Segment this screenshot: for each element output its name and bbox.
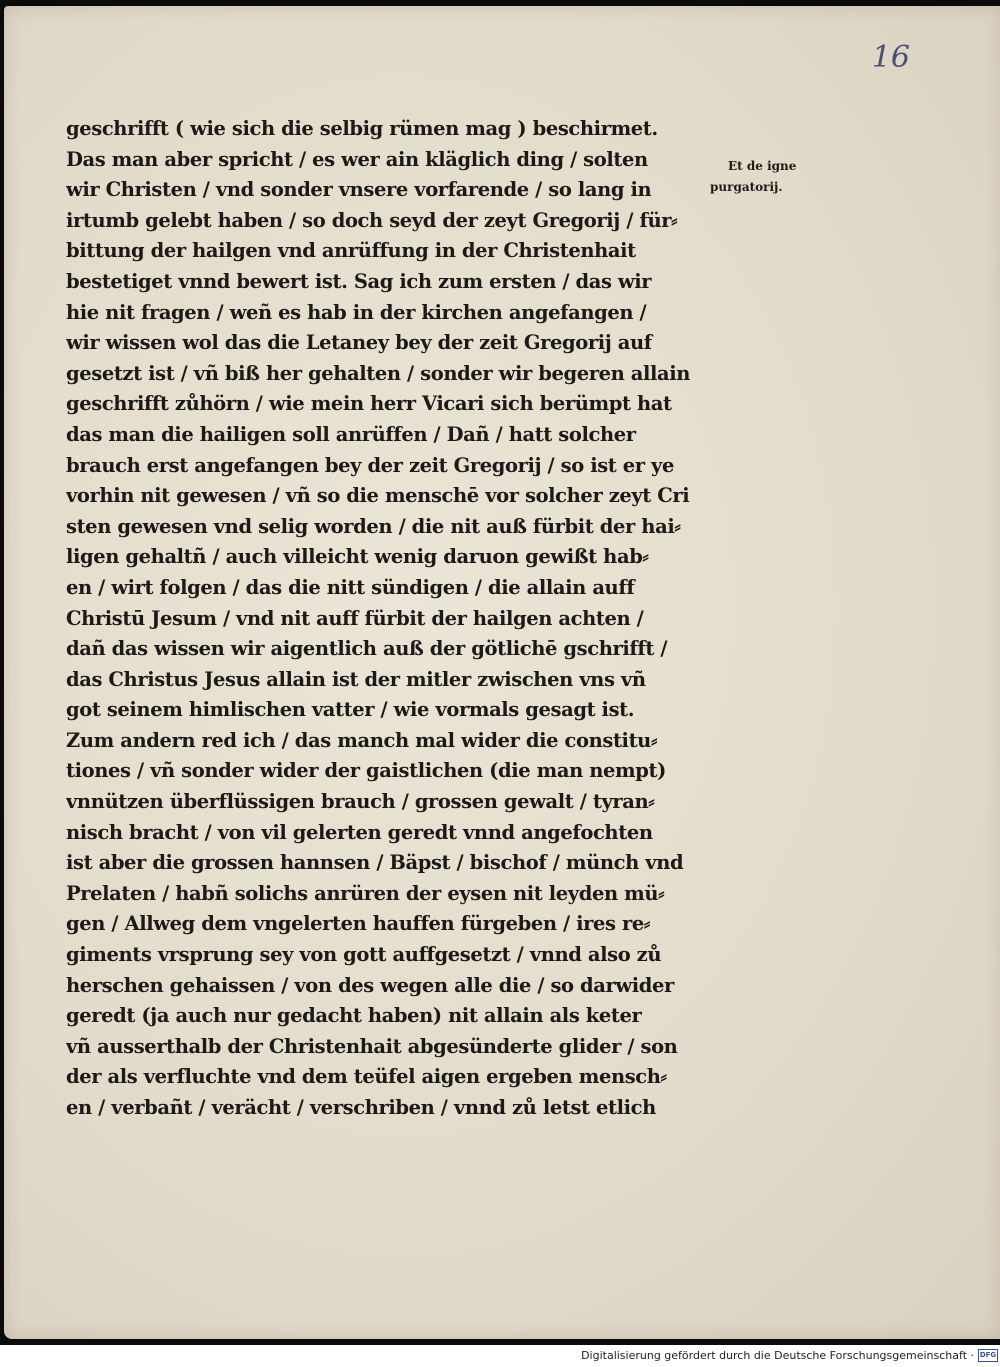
text-line: das man die hailigen soll anrüffen / Dañ / hatt solcher xyxy=(66,422,636,446)
text-line: en / verbañt / verächt / verschriben / vnnd zů letst etlich xyxy=(66,1096,656,1119)
text-line: Das man aber spricht / es wer ain kläglich ding / solten xyxy=(66,147,648,171)
text-line: sten gewesen vnd selig worden / die nit auß fürbit der hai⸗ xyxy=(66,514,681,538)
footer-bar xyxy=(0,1345,1000,1367)
text-line: vorhin nit gewesen / vñ so die menschē vor solcher zeyt Cri xyxy=(66,484,690,508)
text-line: geschrifft zůhörn / wie mein herr Vicari sich berümpt hat xyxy=(66,392,672,416)
text-line: gen / Allweg dem vngelerten hauffen fürgeben / ires re⸗ xyxy=(66,912,650,936)
text-line: gesetzt ist / vñ biß her gehalten / sonder wir begeren allain xyxy=(66,361,691,385)
marginal-note-line: purgatorij. xyxy=(710,180,783,194)
text-line: geschrifft ( wie sich die selbig rümen mag ) beschirmet. xyxy=(66,117,658,140)
page-body-text xyxy=(66,114,716,1124)
marginal-note-line: Et de igne xyxy=(728,159,797,173)
text-line: en / wirt folgen / das die nitt sündigen / die allain auff xyxy=(66,575,635,599)
text-line: wir wissen wol das die Letaney bey der zeit Gregorij auf xyxy=(66,331,652,355)
text-line: brauch erst angefangen bey der zeit Gregorij / so ist er ye xyxy=(66,453,674,477)
text-line: bestetiget vnnd bewert ist. Sag ich zum ersten / das wir xyxy=(66,269,652,293)
text-line: herschen gehaissen / von des wegen alle die / so darwider xyxy=(66,973,674,997)
text-line: tiones / vñ sonder wider der gaistlichen (die man nempt) xyxy=(66,759,666,783)
text-line: vnnützen überflüssigen brauch / grossen gewalt / tyran⸗ xyxy=(66,790,655,814)
text-line: got seinem himlischen vatter / wie vormals gesagt ist. xyxy=(66,698,635,722)
book-page xyxy=(4,6,1000,1339)
marginal-note xyxy=(710,156,830,198)
text-line: bittung der hailgen vnd anrüffung in der Christenhait xyxy=(66,239,636,263)
text-line: das Christus Jesus allain ist der mitler zwischen vns vñ xyxy=(66,667,646,691)
text-line: vñ ausserthalb der Christenhait abgesünderte glider / son xyxy=(66,1034,678,1058)
text-line: geredt (ja auch nur gedacht haben) nit allain als keter xyxy=(66,1004,642,1028)
dfg-logo-icon: DFG xyxy=(978,1349,998,1362)
text-line: irtumb gelebt haben / so doch seyd der zeyt Gregorij / für⸗ xyxy=(66,208,678,232)
text-line: nisch bracht / von vil gelerten geredt vnnd angefochten xyxy=(66,820,653,844)
funding-credit: Digitalisierung gefördert durch die Deutsche Forschungsgemeinschaft · xyxy=(581,1349,974,1362)
text-line: giments vrsprung sey von gott auffgesetzt / vnnd also zů xyxy=(66,943,662,967)
text-line: ist aber die grossen hannsen / Bäpst / bischof / münch vnd xyxy=(66,851,684,875)
text-line: ligen gehaltñ / auch villeicht wenig daruon gewißt hab⸗ xyxy=(66,545,649,569)
text-line: dañ das wissen wir aigentlich auß der götlichē gschrifft / xyxy=(66,637,668,661)
text-line: Christū Jesum / vnd nit auff fürbit der hailgen achten / xyxy=(66,606,644,630)
text-line: der als verfluchte vnd dem teüfel aigen ergeben mensch⸗ xyxy=(66,1065,667,1089)
text-line: Zum andern red ich / das manch mal wider die constitu⸗ xyxy=(66,728,658,752)
text-line: wir Christen / vnd sonder vnsere vorfarende / so lang in xyxy=(66,178,652,202)
text-line: hie nit fragen / weñ es hab in der kirchen angefangen / xyxy=(66,300,647,324)
text-line: Prelaten / habñ solichs anrüren der eysen nit leyden mü⸗ xyxy=(66,881,665,905)
folio-number: 16 xyxy=(871,40,910,75)
